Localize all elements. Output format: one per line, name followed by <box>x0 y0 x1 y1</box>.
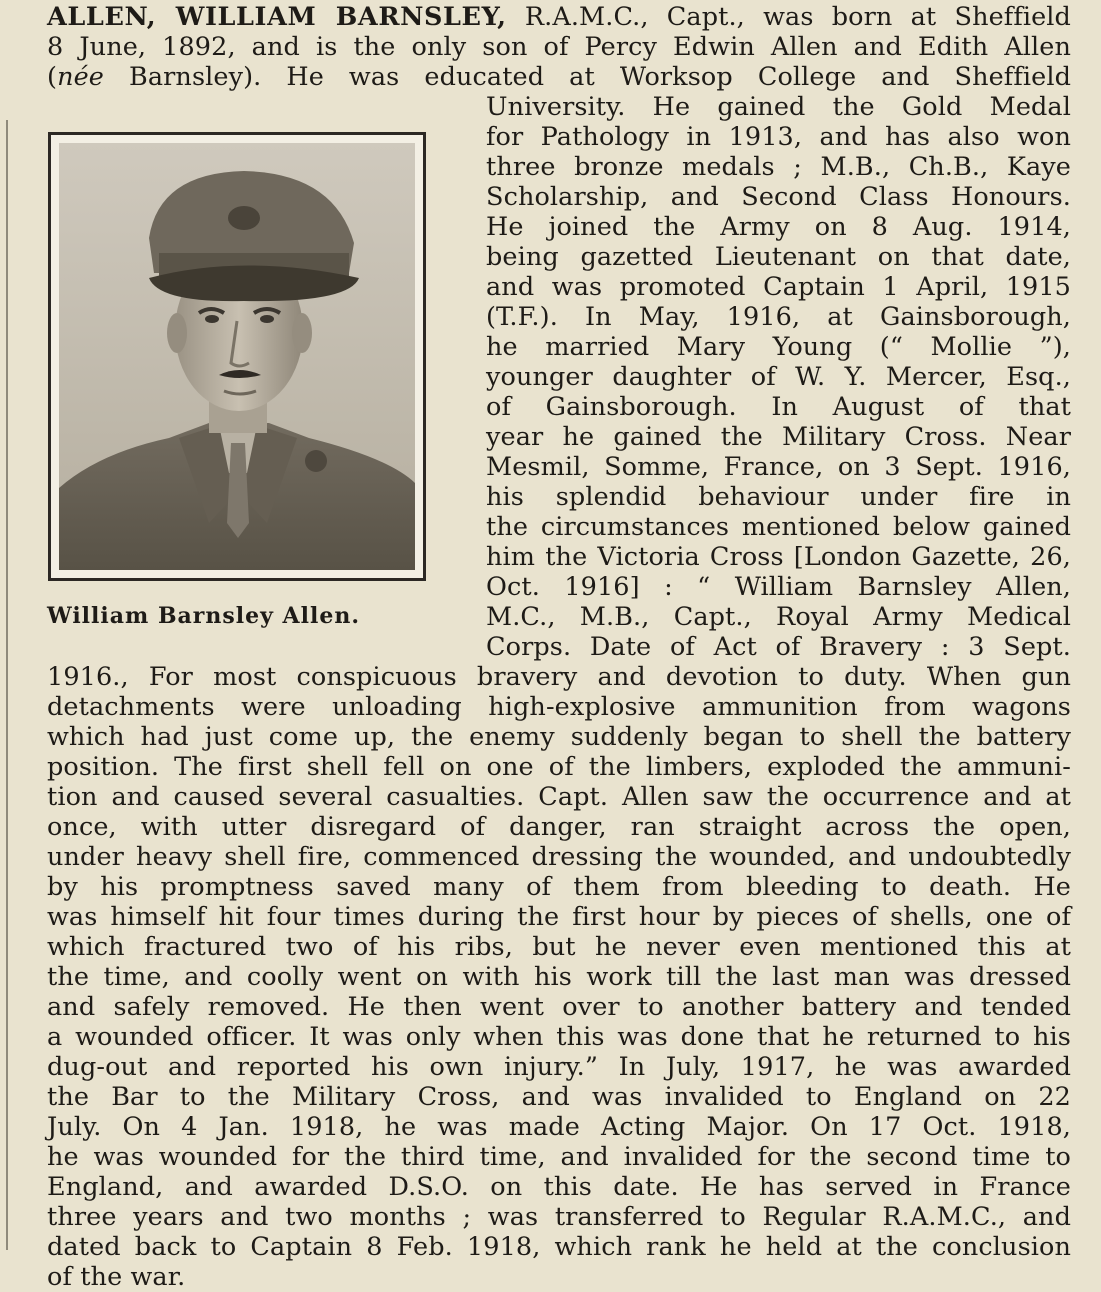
body-line: younger daughter of W. Y. Mercer, Esq., <box>486 362 1071 392</box>
body-line: he married Mary Young (“ Mollie ”), <box>486 332 1071 362</box>
body-line: University. He gained the Gold Medal <box>486 92 1071 122</box>
body-line <box>47 62 1071 92</box>
body-line: M.C., M.B., Capt., Royal Army Medical <box>486 602 1071 632</box>
body-line: which fractured two of his ribs, but he never even mentioned this at <box>47 932 1071 962</box>
body-line: the Bar to the Military Cross, and was invalided to England on 22 <box>47 1082 1071 1112</box>
body-line-last: of the war. <box>47 1262 186 1292</box>
heading-rest: R.A.M.C., Capt., was born at Sheffield <box>524 2 1071 32</box>
body-line: him the Victoria Cross [London Gazette, 26, <box>486 542 1071 572</box>
body-line: by his promptness saved many of them from bleeding to death. He <box>47 872 1071 902</box>
body-line: Corps. Date of Act of Bravery : 3 Sept. <box>486 632 1071 662</box>
body-line: which had just come up, the enemy suddenly began to shell the battery <box>47 722 1071 752</box>
body-line: he was wounded for the third time, and invalided for the second time to <box>47 1142 1071 1172</box>
portrait-illustration <box>59 143 415 570</box>
body-line: position. The first shell fell on one of the limbers, exploded the ammuni- <box>47 752 1071 782</box>
body-line: being gazetted Lieutenant on that date, <box>486 242 1071 272</box>
body-line: under heavy shell fire, commenced dressing the wounded, and undoubtedly <box>47 842 1071 872</box>
body-line: a wounded officer. It was only when this was done that he returned to his <box>47 1022 1071 1052</box>
body-line: and safely removed. He then went over to another battery and tended <box>47 992 1071 1022</box>
nee-text: (née Barnsley). He was educated at Worksop College and Sheffield <box>47 62 1071 92</box>
body-line: his splendid behaviour under fire in <box>486 482 1071 512</box>
body-line: and was promoted Captain 1 April, 1915 <box>486 272 1071 302</box>
body-line: He joined the Army on 8 Aug. 1914, <box>486 212 1071 242</box>
body-line: three bronze medals ; M.B., Ch.B., Kaye <box>486 152 1071 182</box>
heading-line <box>47 2 1071 32</box>
body-line: for Pathology in 1913, and has also won <box>486 122 1071 152</box>
body-line: the circumstances mentioned below gained <box>486 512 1071 542</box>
body-line: once, with utter disregard of danger, ran straight across the open, <box>47 812 1071 842</box>
body-line: 8 June, 1892, and is the only son of Percy Edwin Allen and Edith Allen <box>47 32 1071 62</box>
body-line: the time, and coolly went on with his work till the last man was dressed <box>47 962 1071 992</box>
body-line: Mesmil, Somme, France, on 3 Sept. 1916, <box>486 452 1071 482</box>
entry-name: ALLEN, WILLIAM BARNSLEY, <box>47 2 507 32</box>
nee-italic: née <box>57 62 104 92</box>
body-line: tion and caused several casualties. Capt. Allen saw the occurrence and at <box>47 782 1071 812</box>
body-line: of Gainsborough. In August of that <box>486 392 1071 422</box>
scan-edge-line <box>6 120 8 1250</box>
body-line: dug-out and reported his own injury.” In July, 1917, he was awarded <box>47 1052 1071 1082</box>
photo-caption: William Barnsley Allen. <box>47 603 360 629</box>
portrait-photo <box>59 143 415 570</box>
body-line: was himself hit four times during the first hour by pieces of shells, one of <box>47 902 1071 932</box>
body-line: Scholarship, and Second Class Honours. <box>486 182 1071 212</box>
body-line: year he gained the Military Cross. Near <box>486 422 1071 452</box>
body-line: dated back to Captain 8 Feb. 1918, which rank he held at the conclusion <box>47 1232 1071 1262</box>
body-line: (T.F.). In May, 1916, at Gainsborough, <box>486 302 1071 332</box>
body-line: detachments were unloading high-explosive ammunition from wagons <box>47 692 1071 722</box>
body-line: July. On 4 Jan. 1918, he was made Acting Major. On 17 Oct. 1918, <box>47 1112 1071 1142</box>
body-line: Oct. 1916] : “ William Barnsley Allen, <box>486 572 1071 602</box>
body-line: three years and two months ; was transferred to Regular R.A.M.C., and <box>47 1202 1071 1232</box>
portrait-photo-frame <box>48 132 426 581</box>
body-line: England, and awarded D.S.O. on this date. He has served in France <box>47 1172 1071 1202</box>
body-line: 1916., For most conspicuous bravery and devotion to duty. When gun <box>47 662 1071 692</box>
